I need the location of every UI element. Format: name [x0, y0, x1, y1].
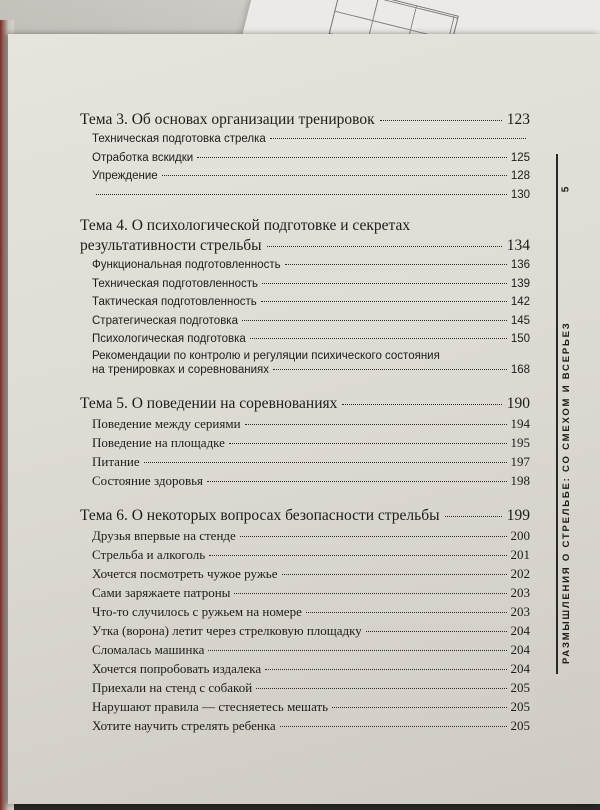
dot-leader — [240, 536, 507, 537]
dot-leader — [270, 138, 526, 139]
toc-entry — [80, 167, 530, 186]
topic-3-heading — [80, 110, 530, 130]
entry-page: 194 — [510, 415, 530, 431]
toc-entry — [80, 414, 530, 433]
topic-page: 199 — [506, 506, 530, 524]
entry-page: 205 — [510, 679, 530, 695]
entry-label: Психологическая подготовка — [92, 333, 246, 345]
entry-label: Стрельба и алкоголь — [92, 546, 206, 562]
entry-page: 200 — [510, 527, 530, 543]
entry-page: 205 — [510, 717, 530, 733]
table-of-contents — [80, 110, 530, 735]
side-rule — [556, 154, 558, 674]
toc-entry — [80, 678, 530, 697]
dot-leader — [282, 574, 507, 575]
entry-page: 168 — [510, 364, 530, 376]
dot-leader — [285, 264, 507, 265]
toc-entry — [80, 186, 530, 205]
dot-leader — [234, 593, 506, 594]
topic-title: Тема 5. О поведении на соревнованиях — [80, 394, 338, 412]
entry-page: 139 — [510, 277, 530, 290]
dot-leader — [332, 707, 506, 708]
entry-label: Что-то случилось с ружьем на номере — [92, 603, 302, 619]
entry-page: 195 — [510, 434, 530, 450]
toc-entry — [80, 716, 530, 735]
entry-label: Утка (ворона) летит через стрелковую площадку — [92, 622, 362, 638]
entry-page: 130 — [510, 188, 530, 201]
toc-entry — [80, 293, 530, 312]
dot-leader — [208, 650, 506, 651]
entry-label: Поведение между сериями — [92, 415, 241, 431]
dot-leader — [209, 555, 506, 556]
entry-page: 204 — [510, 641, 530, 657]
entry-page: 203 — [510, 584, 530, 600]
toc-entry — [80, 659, 530, 678]
topic-page: 134 — [506, 237, 530, 254]
entry-label: Отработка вскидки — [92, 151, 194, 164]
toc-entry — [80, 312, 530, 331]
entry-page: 125 — [510, 151, 530, 164]
dot-leader — [229, 443, 507, 444]
entry-page: 202 — [510, 565, 530, 581]
entry-label: Сами заряжаете патроны — [92, 584, 231, 600]
dot-leader — [280, 726, 507, 727]
entry-page: 198 — [510, 472, 530, 488]
dot-leader — [162, 175, 507, 176]
entry-label: Хочется попробовать издалека — [92, 660, 262, 676]
entry-label: Друзья впервые на стенде — [92, 527, 236, 543]
toc-entry — [80, 149, 530, 168]
toc-entry — [80, 452, 530, 471]
dot-leader — [197, 157, 507, 158]
dot-leader — [250, 338, 507, 339]
running-head: РАЗМЫШЛЕНИЯ О СТРЕЛЬБЕ: СО СМЕХОМ И ВСЕРЬЕЗ — [561, 321, 572, 664]
toc-entry — [80, 564, 530, 583]
toc-entry — [80, 545, 530, 564]
toc-entry — [80, 256, 530, 275]
entry-label: Упреждение — [92, 170, 158, 182]
entry-label: Сломалась машинка — [92, 641, 205, 657]
topic-4-heading — [80, 236, 530, 256]
entry-label: Приехали на стенд с собакой — [92, 679, 253, 695]
dot-leader — [207, 481, 506, 482]
topic-page: 190 — [506, 394, 530, 412]
topic-5-heading — [80, 394, 530, 414]
toc-entry-two-line — [80, 349, 530, 378]
dot-leader — [366, 631, 507, 632]
entry-page: 142 — [510, 296, 530, 308]
toc-entry — [80, 526, 530, 545]
dot-leader — [342, 404, 501, 405]
entry-page: 204 — [510, 622, 530, 638]
entry-page: 145 — [510, 314, 530, 327]
dot-leader — [445, 516, 502, 517]
entry-label-line1: Рекомендации по контролю и регуляции психического состояния — [92, 349, 440, 362]
dot-leader — [306, 612, 507, 613]
topic-page: 123 — [506, 111, 530, 128]
toc-entry — [80, 130, 530, 149]
dot-leader — [265, 669, 506, 670]
toc-entry — [80, 621, 530, 640]
dot-leader — [96, 194, 507, 195]
book-page — [8, 34, 600, 804]
dot-leader — [144, 462, 507, 463]
entry-page: 150 — [510, 333, 530, 345]
entry-page: 203 — [510, 603, 530, 619]
entry-page: 201 — [510, 546, 530, 562]
dot-leader — [273, 369, 507, 370]
topic-6-heading — [80, 506, 530, 526]
entry-page: 205 — [510, 698, 530, 714]
toc-entry — [80, 697, 530, 716]
toc-entry — [80, 583, 530, 602]
toc-entry — [80, 433, 530, 452]
entry-page: 204 — [510, 660, 530, 676]
dot-leader — [256, 688, 506, 689]
entry-label: Хотите научить стрелять ребенка — [92, 717, 276, 733]
dot-leader — [242, 320, 507, 321]
entry-label: Техническая подготовка стрелка — [92, 133, 266, 145]
page-number: 5 — [560, 186, 572, 193]
dot-leader — [261, 301, 507, 302]
topic-4-heading-line1: Тема 4. О психологической подготовке и секретах — [80, 217, 411, 234]
entry-label: Нарушают правила — стесняетесь мешать — [92, 698, 329, 714]
topic-title: результативности стрельбы — [80, 237, 262, 254]
dot-leader — [245, 424, 507, 425]
toc-entry — [80, 330, 530, 349]
dot-leader — [267, 246, 502, 247]
topic-title: Тема 6. О некоторых вопросах безопасности стрельбы — [80, 506, 440, 524]
entry-page: 128 — [510, 170, 530, 182]
entry-label: Тактическая подготовленность — [92, 296, 257, 308]
entry-page: 197 — [510, 453, 530, 469]
toc-entry — [80, 640, 530, 659]
entry-label: Стратегическая подготовка — [92, 314, 238, 327]
toc-entry — [80, 602, 530, 621]
entry-label: Состояние здоровья — [92, 472, 204, 488]
entry-label-line2: на тренировках и соревнованиях — [92, 364, 269, 376]
entry-label: Техническая подготовленность — [92, 277, 259, 290]
dot-leader — [380, 120, 502, 121]
toc-entry — [80, 471, 530, 490]
entry-label: Поведение на площадке — [92, 434, 225, 450]
toc-entry — [80, 275, 530, 294]
entry-page: 136 — [510, 259, 530, 271]
dot-leader — [262, 283, 507, 284]
entry-label: Питание — [92, 453, 140, 469]
entry-label: Хочется посмотреть чужое ружье — [92, 565, 278, 581]
entry-label: Функциональная подготовленность — [92, 259, 281, 271]
topic-title: Тема 3. Об основах организации тренировок — [80, 111, 375, 128]
